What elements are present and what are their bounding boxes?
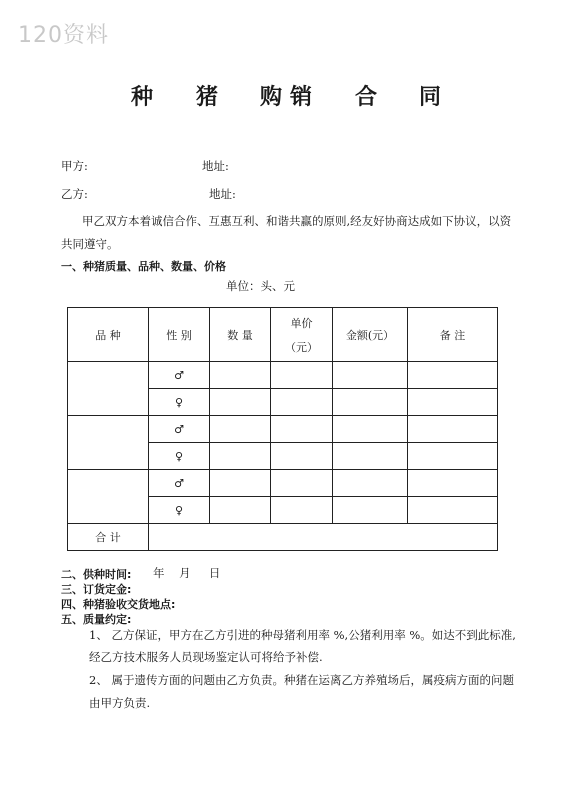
total-value-cell	[149, 524, 498, 551]
specification-table	[67, 307, 498, 551]
intro-line-2: 共同遵守。	[61, 237, 119, 251]
amount-cell	[333, 497, 408, 524]
male-symbol: ♂	[149, 362, 210, 389]
quality-item-1-line-1: 1、 乙方保证，甲方在乙方引进的种母猪利用率 %,公猪利用率 %。如达不到此标准,	[89, 628, 516, 642]
price-cell	[271, 362, 333, 389]
table-total-row	[68, 524, 498, 551]
table-header-row	[68, 308, 498, 362]
price-cell	[271, 416, 333, 443]
female-symbol: ♀	[149, 443, 210, 470]
document-title	[0, 80, 565, 110]
section-1-heading: 一、种猪质量、品种、数量、价格	[61, 260, 226, 273]
price-cell	[271, 470, 333, 497]
header-unit-price	[271, 308, 333, 362]
quality-item-2-line-1: 2、 属于遗传方面的问题由乙方负责。种猪在运离乙方养殖场后，属疫病方面的问题	[89, 673, 514, 687]
breed-cell	[68, 470, 149, 524]
header-unit-price-unit: （元）	[285, 340, 318, 354]
header-quantity: 数 量	[210, 308, 271, 362]
remark-cell	[408, 443, 498, 470]
header-amount: 金额(元）	[333, 308, 408, 362]
header-sex: 性 别	[149, 308, 210, 362]
quality-item-2-line-2: 由甲方负责.	[89, 696, 151, 710]
title-char: 种	[131, 85, 154, 110]
quantity-cell	[210, 497, 271, 524]
intro-line-1: 甲乙双方本着诚信合作、互惠互利、和谐共赢的原则,经友好协商达成如下协议，以资	[82, 214, 512, 228]
quantity-cell	[210, 470, 271, 497]
supply-date: 年 月 日	[153, 566, 221, 580]
title-char: 猪	[196, 85, 219, 110]
party-a-label: 甲方:	[61, 159, 88, 173]
table-row	[68, 470, 498, 497]
section-5-heading: 五、质量约定:	[61, 613, 132, 626]
header-breed: 品 种	[68, 308, 149, 362]
amount-cell	[333, 416, 408, 443]
unit-label: 单位：头、元	[226, 279, 295, 293]
quality-item-1-line-2: 经乙方技术服务人员现场鉴定认可将给予补偿.	[89, 650, 323, 664]
header-remarks: 备 注	[408, 308, 498, 362]
title-char: 同	[419, 85, 442, 110]
party-a-address-label: 地址:	[202, 159, 229, 173]
title-char: 购	[260, 85, 283, 110]
quantity-cell	[210, 389, 271, 416]
party-b-label: 乙方:	[61, 187, 88, 201]
amount-cell	[333, 470, 408, 497]
female-symbol: ♀	[149, 497, 210, 524]
quantity-cell	[210, 443, 271, 470]
section-4-heading: 四、种猪验收交货地点:	[61, 598, 176, 611]
price-cell	[271, 497, 333, 524]
table-row	[68, 362, 498, 389]
quantity-cell	[210, 362, 271, 389]
watermark: 120资料	[18, 23, 109, 48]
remark-cell	[408, 362, 498, 389]
amount-cell	[333, 362, 408, 389]
header-unit-price-label: 单价	[290, 316, 313, 330]
title-char: 销	[290, 85, 313, 110]
breed-cell	[68, 362, 149, 416]
price-cell	[271, 443, 333, 470]
male-symbol: ♂	[149, 416, 210, 443]
male-symbol: ♂	[149, 470, 210, 497]
total-label: 合 计	[68, 524, 149, 551]
price-cell	[271, 389, 333, 416]
remark-cell	[408, 389, 498, 416]
amount-cell	[333, 443, 408, 470]
party-b-address-label: 地址:	[209, 187, 236, 201]
remark-cell	[408, 470, 498, 497]
breed-cell	[68, 416, 149, 470]
quantity-cell	[210, 416, 271, 443]
title-char: 合	[355, 85, 378, 110]
section-2-heading: 二、供种时间:	[61, 568, 132, 581]
amount-cell	[333, 389, 408, 416]
remark-cell	[408, 497, 498, 524]
section-3-heading: 三、订货定金:	[61, 583, 132, 596]
female-symbol: ♀	[149, 389, 210, 416]
table-row	[68, 416, 498, 443]
remark-cell	[408, 416, 498, 443]
